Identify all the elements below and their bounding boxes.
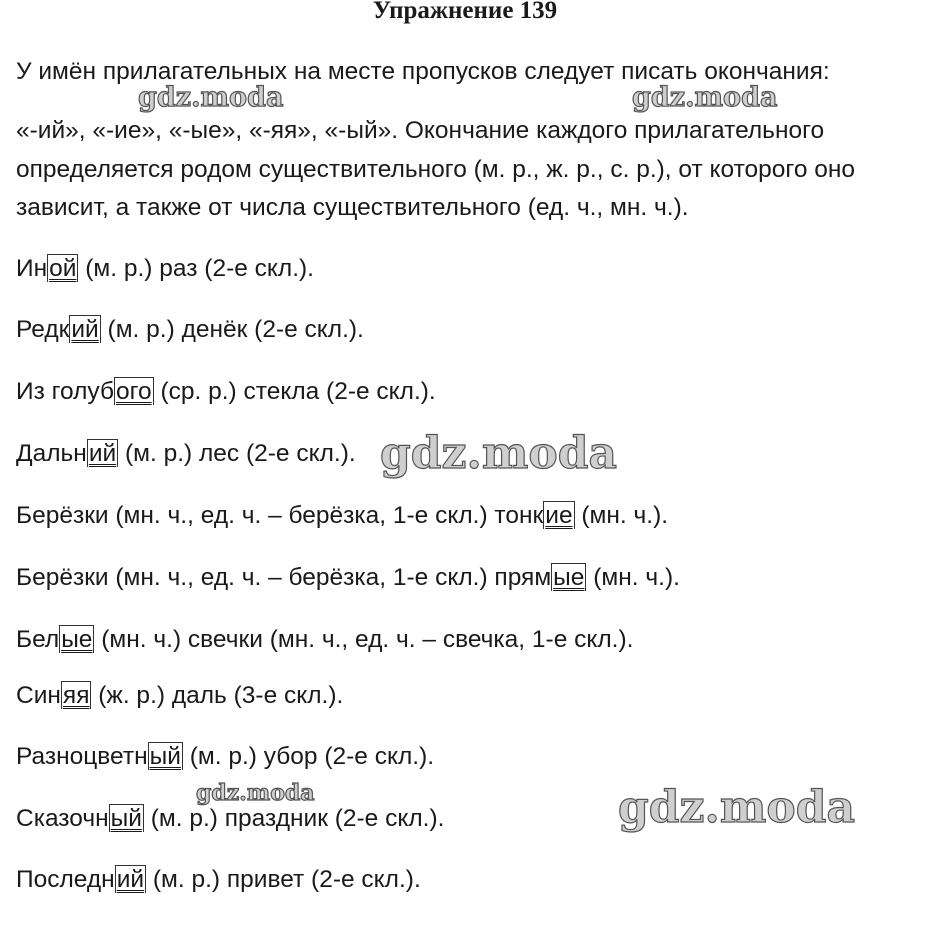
intro-text-line: определяется родом существительного (м. р., ж. р., с. р.), от которого оно: [16, 156, 856, 183]
intro-text-line: «-ий», «-ие», «-ые», «-яя», «-ый». Окончание каждого прилагательного: [16, 117, 825, 144]
line-rest: (мн. ч.) свечки (мн. ч., ед. ч. – свечка, 1-е скл.).: [94, 626, 634, 653]
answer-line: [16, 803, 444, 835]
answer-line: [16, 314, 364, 346]
watermark-logo: gdz.moda: [196, 780, 315, 806]
word-stem: Дальн: [16, 440, 87, 467]
line-rest: (мн. ч.).: [574, 502, 669, 529]
word-ending: ый: [149, 743, 181, 770]
line-rest: (м. р.) убор (2-е скл.).: [182, 743, 435, 770]
word-ending: ые: [61, 626, 93, 653]
word-ending: ый: [110, 805, 142, 832]
word-ending: ий: [116, 866, 145, 893]
word-ending: ий: [88, 440, 117, 467]
answer-line: [16, 438, 356, 470]
word-stem: Сказочн: [16, 805, 109, 832]
line-rest: (м. р.) раз (2-е скл.).: [78, 255, 314, 282]
word-stem: Разноцветн: [16, 743, 148, 770]
word-ending: ие: [545, 502, 573, 529]
intro-text-line: У имён прилагательных на месте пропусков следует писать окончания:: [16, 58, 830, 85]
word-stem: Из голуб: [16, 378, 114, 405]
answer-line: [16, 741, 434, 773]
word-stem: Последн: [16, 866, 115, 893]
word-stem: Ин: [16, 255, 48, 282]
answer-line: [16, 562, 680, 594]
answer-line: [16, 864, 421, 896]
word-stem: Берёзки (мн. ч., ед. ч. – берёзка, 1-е скл.) тонк: [16, 502, 544, 529]
line-rest: (ж. р.) даль (3-е скл.).: [91, 682, 344, 709]
answer-line: [16, 680, 343, 712]
answer-line: [16, 624, 633, 656]
intro-text-line: зависит, а также от числа существительного (ед. ч., мн. ч.).: [16, 194, 689, 221]
answer-line: [16, 253, 314, 285]
watermark-logo: gdz.moda: [632, 82, 778, 113]
watermark-logo: gdz.moda: [618, 782, 856, 833]
page-title: Упражнение 139: [372, 0, 558, 24]
word-ending: ые: [553, 564, 585, 591]
line-rest: (мн. ч.).: [586, 564, 680, 591]
line-rest: (м. р.) праздник (2-е скл.).: [143, 805, 445, 832]
word-stem: Редк: [16, 316, 70, 343]
line-rest: (м. р.) лес (2-е скл.).: [118, 440, 356, 467]
answer-line: [16, 500, 668, 532]
word-ending: яя: [62, 682, 90, 709]
word-stem: Бел: [16, 626, 60, 653]
word-ending: ой: [49, 255, 77, 282]
line-rest: (ср. р.) стекла (2-е скл.).: [153, 378, 436, 405]
word-stem: Берёзки (мн. ч., ед. ч. – берёзка, 1-е скл.) прям: [16, 564, 552, 591]
line-rest: (м. р.) привет (2-е скл.).: [146, 866, 421, 893]
word-ending: ого: [116, 378, 152, 405]
word-ending: ий: [71, 316, 99, 343]
watermark-logo: gdz.moda: [380, 428, 618, 479]
watermark-logo: gdz.moda: [138, 82, 284, 113]
line-rest: (м. р.) денёк (2-е скл.).: [100, 316, 364, 343]
word-stem: Син: [16, 682, 61, 709]
answer-line: [16, 376, 436, 408]
